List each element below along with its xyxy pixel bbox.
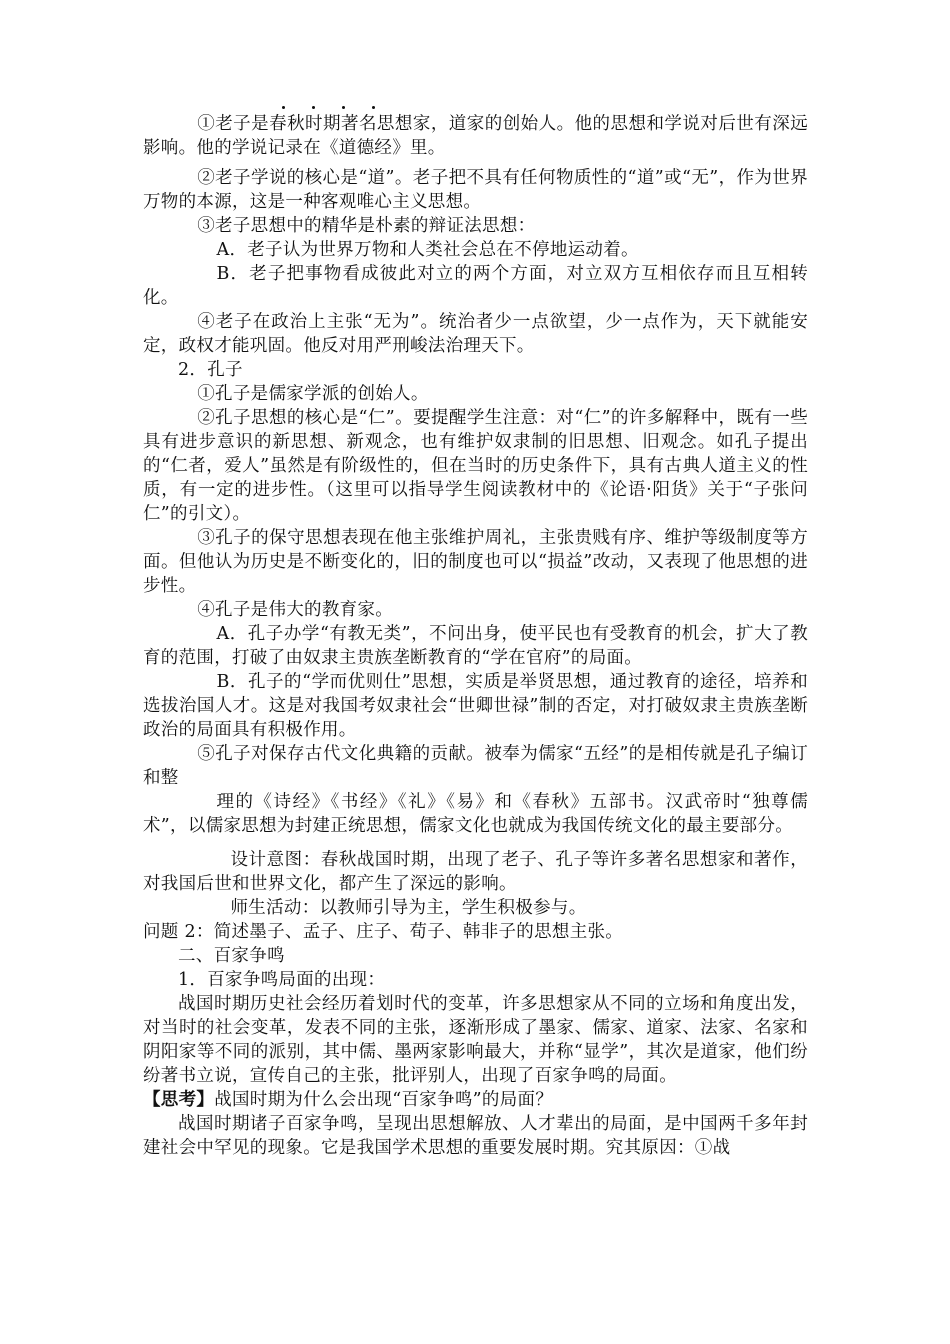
list-item: A．孔子办学“有教无类”，不问出身，使平民也有受教育的机会，扩大了教育的范围，打破了由奴隶主贵族垄断教育的“学在官府”的局面。 — [143, 624, 808, 668]
think-label: 【思考】 — [143, 1090, 215, 1110]
paragraph: ④老子在政治上主张“无为”。统治者少一点欲望，少一点作为，天下就能安定，政权才能巩固。他反对用严刑峻法治理天下。 — [143, 312, 808, 356]
emphasis-dot — [372, 106, 375, 109]
paragraph: ②孔子思想的核心是“仁”。要提醒学生注意：对“仁”的许多解释中，既有一些具有进步意识的新思想、新观念，也有维护奴隶制的旧思想、旧观念。如孔子提出的“仁者，爱人”虽然是有阶级性的，但在当时的历史条件下，具有古典人道主义的性质，有一定的进步性。（这里可以指导学生阅读教材中的《论语·阳货》关于“子张问仁”的引文）。 — [143, 408, 808, 524]
list-item: A．老子认为世界万物和人类社会总在不停地运动着。 — [216, 240, 639, 260]
paragraph: 战国时期诸子百家争鸣，呈现出思想解放、人才辈出的局面，是中国两千多年封建社会中罕见的现象。它是我国学术思想的重要发展时期。究其原因：①战 — [143, 1114, 808, 1158]
paragraph: ③孔子的保守思想表现在他主张维护周礼，主张贵贱有序、维护等级制度等方面。但他认为历史是不断变化的，旧的制度也可以“损益”改动，又表现了他思想的进步性。 — [143, 528, 808, 596]
emphasis-dot — [282, 106, 285, 109]
list-item: B．老子把事物看成彼此对立的两个方面，对立双方互相依存而且互相转化。 — [143, 264, 808, 308]
think-text: 战国时期为什么会出现“百家争鸣”的局面？ — [214, 1090, 554, 1110]
emphasis-dot — [312, 106, 315, 109]
paragraph: ②老子学说的核心是“道”。老子把不具有任何物质性的“道”或“无”，作为世界万物的本源，这是一种客观唯心主义思想。 — [143, 168, 808, 212]
paragraph: ①孔子是儒家学派的创始人。 — [197, 384, 429, 404]
think-question — [143, 1088, 808, 1112]
emphasis-dot — [342, 106, 345, 109]
paragraph: ⑤孔子对保存古代文化典籍的贡献。被奉为儒家“五经”的是相传就是孔子编订和整 — [143, 744, 808, 788]
subsection-heading: 1．百家争鸣局面的出现： — [178, 970, 386, 990]
paragraph: ④孔子是伟大的教育家。 — [197, 600, 394, 620]
paragraph: ③老子思想中的精华是朴素的辩证法思想： — [197, 216, 536, 236]
question-heading: 问题 2：简述墨子、孟子、庄子、荀子、韩非子的思想主张。 — [143, 922, 624, 942]
paragraph: 设计意图：春秋战国时期，出现了老子、孔子等许多著名思想家和著作，对我国后世和世界文化，都产生了深远的影响。 — [143, 850, 808, 894]
section-heading: 二、百家争鸣 — [178, 946, 285, 966]
section-heading: 2．孔子 — [178, 360, 243, 380]
paragraph: 师生活动：以教师引导为主，学生积极参与。 — [230, 898, 587, 918]
paragraph: 理的《诗经》《书经》《礼》《易》和《春秋》五部书。汉武帝时“独尊儒术”，以儒家思想为封建正统思想，儒家文化也就成为我国传统文化的最主要部分。 — [143, 792, 808, 836]
document-body — [143, 112, 808, 1160]
paragraph: ①老子是春秋时期著名思想家，道家的创始人。他的思想和学说对后世有深远影响。他的学说记录在《道德经》里。 — [143, 114, 808, 158]
paragraph: 战国时期历史社会经历着划时代的变革，许多思想家从不同的立场和角度出发，对当时的社会变革，发表不同的主张，逐渐形成了墨家、儒家、道家、法家、名家和阴阳家等不同的派别，其中儒、墨两家影响最大，并称“显学”，其次是道家，他们纷纷著书立说，宣传自己的主张，批评别人，出现了百家争鸣的局面。 — [143, 994, 808, 1086]
list-item: B．孔子的“学而优则仕”思想，实质是举贤思想，通过教育的途径，培养和选拔治国人才。这是对我国考奴隶社会“世卿世禄”制的否定，对打破奴隶主贵族垄断政治的局面具有积极作用。 — [143, 672, 808, 740]
